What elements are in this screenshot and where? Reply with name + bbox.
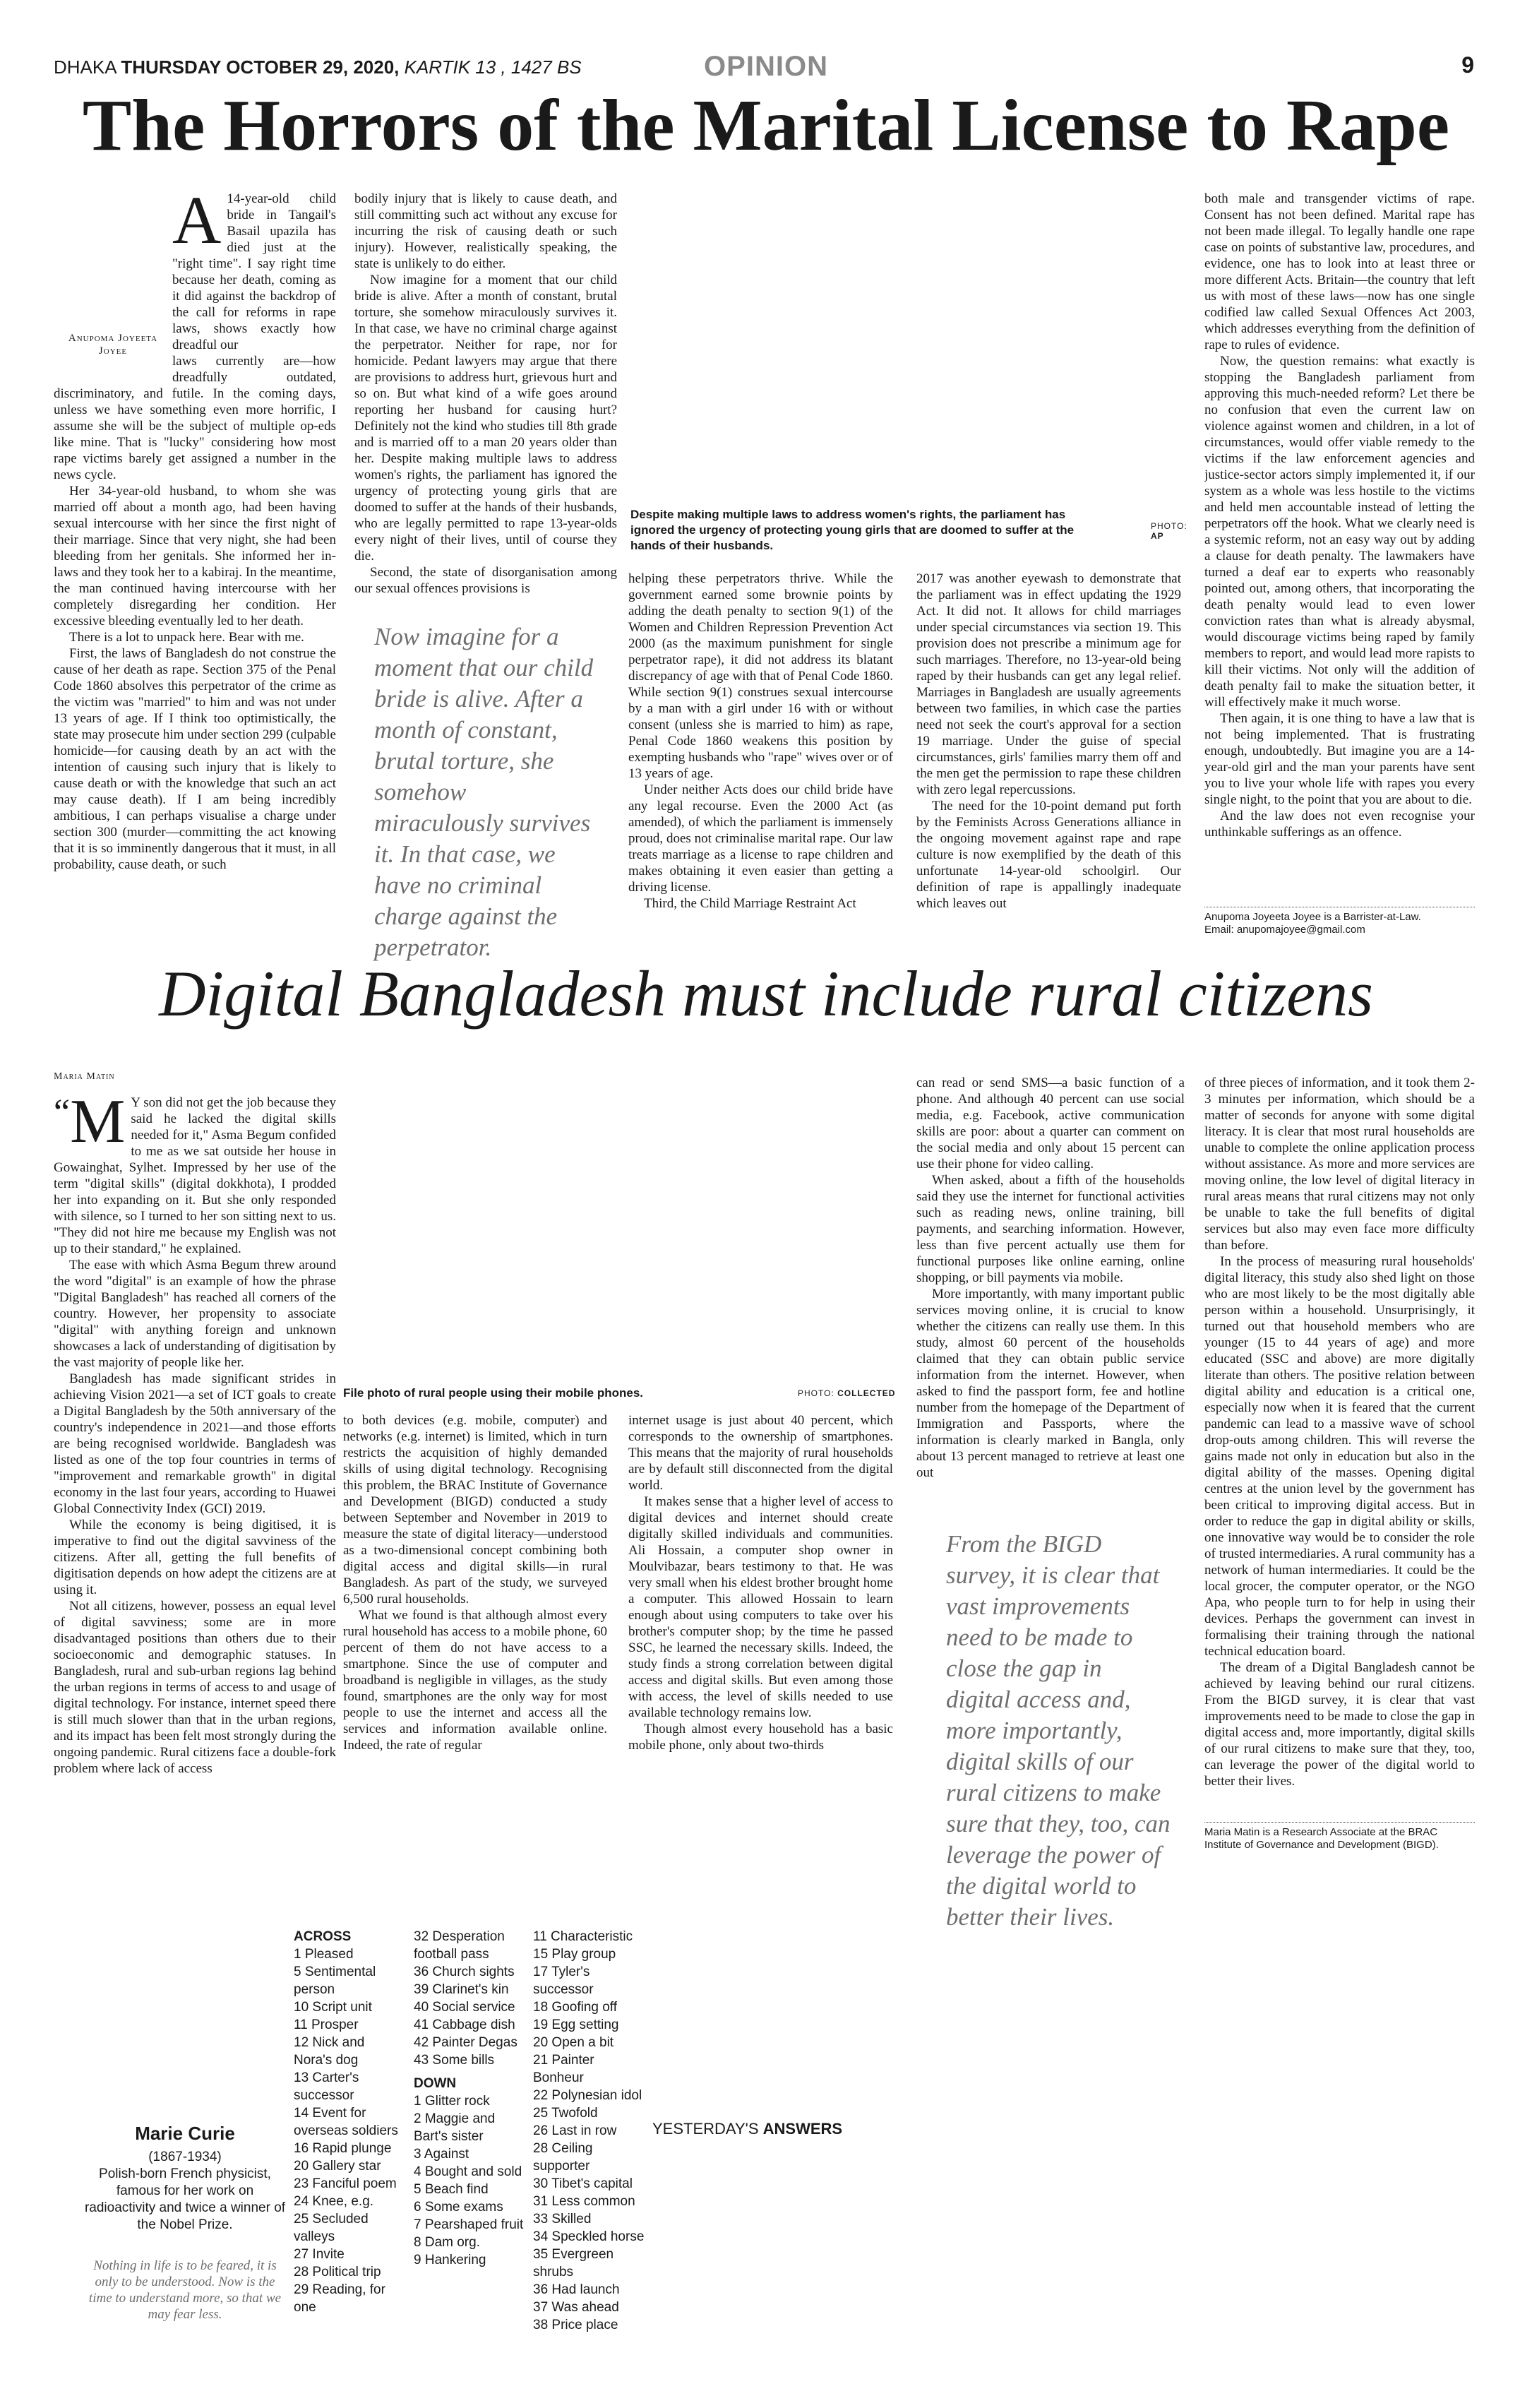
article2-col3 <box>628 1412 893 1857</box>
crossword-col1 <box>294 1928 405 2316</box>
article1-col3 <box>628 571 893 929</box>
crossword-clue: 41 Cabbage dish <box>414 2017 515 2032</box>
article2-paragraph: The dream of a Digital Bangladesh cannot be achieved by leaving behind our rural citizens. From the BIGD survey, it is clear that vast improvements need to be made to close the gap in digital access and, more importantly, digital skills of our rural citizens to make sure that they, too, can leverage the power of the digital world to better their lives. <box>1204 1660 1475 1789</box>
author-box <box>54 191 172 374</box>
article2-paragraph: In the process of measuring rural households' digital literacy, this study also shed light on those who are most likely to be the most digitally able person within a household. Unsurprisingly, it turned out that household members who are younger (15 to 44 years of age) and more educated (SSC and above) are more digitally literate than others. The positive relation between digital ability and education is a critical one, especially now when it is feared that the current pandemic can lead to a massive wave of school drop-outs among children. This will reverse the gains made not only in education but also in the digital ability of the masses. Opening digital centres at the union level by the government has been critical to improving digital access. But in order to reduce the gap in digital ability or skills, one innovative way would be to consider the role of trusted intermediaries. A rural community has a network of human intermediaries. It could be the local grocer, the computer operator, or the NGO Apa, who people turn to for help in using their devices. Perhaps the government can invest in formalising their training through the national technical education board. <box>1204 1254 1475 1659</box>
article2-pull-quote: From the BIGD survey, it is clear that vast improvements need to be made to close the gap in digital access and, more importantly, digital skills of our rural citizens to make sure that they, too, can leverage the power of the digital world to better their lives. <box>946 1530 1171 1931</box>
article1-paragraph: Third, the Child Marriage Restraint Act <box>644 896 856 911</box>
article2-col2 <box>343 1412 607 1857</box>
section-label: OPINION <box>704 51 828 82</box>
crossword-clue: 5 Beach find <box>414 2182 489 2197</box>
crossword-clue: 38 Price place <box>533 2318 618 2332</box>
crossword-clue: 30 Tibet's capital <box>533 2176 633 2191</box>
article1-paragraph: Then again, it is one thing to have a law that is not being implemented. That is frustrating enough, undoubtedly. But imagine you are a 14-year-old girl and the man your parents have sent you to live your whole life with rapes you every single night, to the point that you are about to die. <box>1204 711 1475 807</box>
article2-title: Digital Bangladesh must include rural citizens <box>159 958 1373 1030</box>
drop-cap: A <box>172 191 222 258</box>
article1-paragraph: Second, the state of disorganisation among our sexual offences provisions is <box>354 565 617 596</box>
article1-author: Anupoma Joyeeta Joyee <box>68 333 158 357</box>
crossword-clue: 21 Painter Bonheur <box>533 2053 594 2085</box>
crossword-clue: 42 Painter Degas <box>414 2035 517 2050</box>
crossword-clue: 22 Polynesian idol <box>533 2088 642 2103</box>
crossword-clue: 4 Bought and sold <box>414 2164 522 2179</box>
crossword-clue: 28 Ceiling supporter <box>533 2141 593 2174</box>
crossword-clue: 36 Church sights <box>414 1965 515 1979</box>
article2-paragraph: Though almost every household has a basic mobile phone, only about two-thirds <box>628 1722 893 1753</box>
crossword-col2 <box>414 1928 527 2269</box>
article2-lede: “ M Y son did not get the job because they said he lacked the digital skills needed for it," Asma Begum confided to me as we sat outside her house in Gowainghat, Sylhet. Impressed by her use of the term "digital skills" (digital dokkhota), I prodded her into expanding on it. But she only responded with silence, so I turned to her son sitting next to us. "They did not hire me because my English was not up to their standard," he explained. <box>54 1095 336 1256</box>
article1-col5 <box>1204 191 1475 902</box>
article2-paragraph: can read or send SMS—a basic function of a phone. And although 40 percent can use social media, e.g. Facebook, active communication skills are poor: about a quarter can comment on the social media and only about 15 percent can use their phone for video calling. <box>916 1075 1185 1172</box>
quote-years: (1867-1934) <box>148 2150 222 2164</box>
article2-paragraph: It makes sense that a higher level of access to digital devices and internet should create digitally skilled individuals and communities. Ali Hossain, a computer shop owner in Moulvibazar, bears testimony to that. He was very small when his eldest brother brought home a computer. This allowed Hossain to learn enough about using computers to take over his brother's computer shop; by the time he passed SSC, he learned the necessary skills. Indeed, the study finds a strong correlation between digital access and digital skills. But even among those with access, the level of skills needed to use available technology remains low. <box>628 1494 893 1720</box>
article1-paragraph: The need for the 10-point demand put forth by the Feminists Across Generations alliance in the ongoing movement against rape and rape culture is now exemplified by the death of this unfortunate 14-year-old schoolgirl. Our definition of rape is appallingly inadequate which leaves out <box>916 799 1181 911</box>
crossword-clue: 39 Clarinet's kin <box>414 1982 509 1997</box>
crossword-clue: 1 Pleased <box>294 1947 354 1962</box>
crossword-clue: 1 Glitter rock <box>414 2094 490 2109</box>
crossword-clue: 7 Pearshaped fruit <box>414 2217 524 2232</box>
crossword-clue: 13 Carter's successor <box>294 2070 359 2103</box>
article1-col2 <box>354 191 617 600</box>
crossword-clue: 27 Invite <box>294 2247 345 2262</box>
article1-paragraph: laws currently are—how dreadfully outdated, discriminatory, and futile. In the coming days, unless we have something even more horrific, I assume she will be the subject of multiple op-eds like mine. That is "lucky" considering how most rape victims barely get assigned a number in the news cycle. <box>54 354 336 482</box>
crossword-clue: 6 Some exams <box>414 2200 503 2215</box>
crossword-clue: 17 Tyler's successor <box>533 1965 594 1997</box>
dateline-city: DHAKA <box>54 56 116 78</box>
article1-paragraph: helping these perpetrators thrive. While the government earned some brownie points by adding the death penalty to section 9(1) of the Women and Children Repression Prevention Act 2000 (as the maximum punishment for single perpetrator rape), it did not address its blatant discrepancy of age with that of Penal Code 1860. While section 9(1) construes sexual intercourse by a man with a girl under 16 with or without consent (unless she is married to him) as rape, Penal Code 1860 weakens this position by exempting husbands who "rape" wives over or of 13 years of age. <box>628 571 893 781</box>
article1-paragraph: Under neither Acts does our child bride have any legal recourse. Even the 2000 Act (as amended), of which the parliament is immensely proud, does not criminalise marital rape. Our law treats marriage as a license to rape children and makes obtaining it even easier than getting a driving license. <box>628 782 893 895</box>
article1-paragraph: bodily injury that is likely to cause death, and still committing such act without any excuse for incurring the risk of causing death or such injury). However, realistically speaking, the state is unlikely to do either. <box>354 191 617 271</box>
crossword-clue: 25 Secluded valleys <box>294 2212 369 2244</box>
dateline-date: THURSDAY OCTOBER 29, 2020, <box>121 56 400 78</box>
across-heading: ACROSS <box>294 1929 352 1944</box>
article2-col4 <box>916 1075 1185 1506</box>
crossword-clue: 10 Script unit <box>294 2000 372 2015</box>
crossword-clue: 15 Play group <box>533 1947 616 1962</box>
article2-col5 <box>1204 1075 1475 1818</box>
crossword-clue: 36 Had launch <box>533 2282 620 2297</box>
crossword-clue: 25 Twofold <box>533 2106 598 2121</box>
article2-paragraph: While the economy is being digitised, it is imperative to find out the digital savviness of the citizens. After all, getting the full benefits of digitisation depends on how adept the citizens are at using it. <box>54 1518 336 1597</box>
crossword-clue: 5 Sentimental person <box>294 1965 376 1997</box>
article1-paragraph: Her 34-year-old husband, to whom she was married off about a month ago, had been having sexual intercourse with her since the first night of their marriage. Since that very night, she had been bleeding from her genitals. She informed her in-laws and they took her to a kabiraj. In the meantime, the man continued having intercourse with her completely disregarding her condition. Her excessive bleeding eventually led to her death. <box>54 484 336 628</box>
crossword-clue: 16 Rapid plunge <box>294 2141 392 2156</box>
crossword-grid[interactable] <box>650 1928 946 2224</box>
article1-lede: A 14-year-old child bride in Tangail's Basail upazila has died just at the "right time". I say right time because her death, coming as it did against the backdrop of the call for reforms in rape laws, shows exactly how dreadful our <box>172 191 336 352</box>
article1-paragraph: 2017 was another eyewash to demonstrate that the parliament was in effect updating the 1929 Act. It did not. It allows for child marriages under special circumstances via section 19. This provision does not prescribe a minimum age for such marriages. Therefore, no 13-year-old being raped by their husbands can get any legal relief. Marriages in Bangladesh are usually agreements between two families, in which case the parties need not seek the court's approval for a section 19 marriage. Under the guise of special circumstances, girls' families marry them off and the men get the permission to rape these children with zero legal repercussions. <box>916 571 1181 797</box>
article1-pull-quote: Now imagine for a moment that our child bride is alive. After a month of constant, brutal torture, she somehow miraculously survives it. In that case, we have no criminal charge against the perpetrator. <box>374 623 594 961</box>
crossword-clue: 12 Nick and Nora's dog <box>294 2035 365 2068</box>
article1-paragraph: First, the laws of Bangladesh do not construe the cause of her death as rape. Section 375 of the Penal Code 1860 absolves this perpetrator of the crime as the victim was "married" to him and was not under 13 years of age. If I think too optimistically, the state may prosecute him under section 299 (culpable homicide—for causing death by an act with the intention of causing such injury that is likely to cause death or with the knowledge that such an act may cause death). If I am being incredibly ambitious, I can perhaps visualise a charge under section 300 (murder—committing the act knowing that it is so imminently dangerous that it must, in all probability, cause death, or such <box>54 646 336 872</box>
article1-photo-credit: PHOTO: AP <box>1151 521 1187 541</box>
crossword-clue: 3 Against <box>414 2147 469 2162</box>
crossword-clue: 32 Desperation football pass <box>414 1929 505 1962</box>
crossword-clue: 28 Political trip <box>294 2265 381 2279</box>
answers-grid <box>932 1928 1468 2352</box>
article2-photo <box>340 1075 905 1378</box>
article1-bio: Anupoma Joyeeta Joyee is a Barrister-at-Law. Email: anupomajoyee@gmail.com <box>1204 911 1421 936</box>
article2-paragraph: internet usage is just about 40 percent, which corresponds to the ownership of smartphones. This means that the majority of rural households are by default still disconnected from the digital world. <box>628 1413 893 1493</box>
crossword-clue: 43 Some bills <box>414 2053 495 2068</box>
article1-col1 <box>54 191 336 929</box>
article2-paragraph: to both devices (e.g. mobile, computer) and networks (e.g. internet) is limited, which in turn restricts the acquisition of highly demanded skills of using digital technology. Recognising this problem, the BRAC Institute of Governance and Development (BIGD) conducted a study between September and November in 2019 to measure the state of digital literacy—understood as a two-dimensional concept combining both digital access and digital skills—in rural Bangladesh. As part of the study, we surveyed 6,500 rural households. <box>343 1413 607 1607</box>
crossword-clue: 11 Characteristic <box>533 1929 633 1944</box>
article1-title: The Horrors of the Marital License to Rape <box>82 85 1450 166</box>
article2-bio: Maria Matin is a Research Associate at the BRAC Institute of Governance and Development (BIGD). <box>1204 1826 1439 1851</box>
crossword-clue: 34 Speckled horse <box>533 2229 645 2244</box>
crossword-col3 <box>533 1928 646 2334</box>
crossword-clue: 14 Event for overseas soldiers <box>294 2106 398 2138</box>
dateline-bangla: KARTIK 13 , 1427 BS <box>404 56 582 78</box>
crossword-clue: 2 Maggie and Bart's sister <box>414 2111 496 2144</box>
crossword-clue: 31 Less common <box>533 2194 635 2209</box>
article1-photo-caption: Despite making multiple laws to address women's rights, the parliament has ignored the urgency of protecting young girls that are doomed to suffer at the hands of their husbands. <box>630 508 1075 552</box>
yesterdays-answers-label: YESTERDAY'S ANSWERS <box>652 2120 843 2138</box>
crossword-clue: 23 Fanciful poem <box>294 2176 397 2191</box>
quote-description: Polish-born French physicist, famous for her work on radioactivity and twice a winner of the Nobel Prize. <box>84 2166 286 2232</box>
crossword-clue: 20 Gallery star <box>294 2159 381 2174</box>
article1-col4 <box>916 571 1181 929</box>
article2-paragraph: of three pieces of information, and it took them 2-3 minutes per information, which should be a matter of seconds for anyone with some digital literacy. It is clear that most rural households are unable to complete the online application process without assistance. As more and more services are moving online, the low level of digital literacy in rural areas means that rural citizens may not only be unable to take the full benefits of digital services but also may even face more difficulty than before. <box>1204 1075 1475 1253</box>
quote-box <box>82 2122 288 2323</box>
quote-text: Nothing in life is to be feared, it is only to be understood. Now is the time to understand more, so that we may fear less. <box>88 2258 282 2322</box>
article2-paragraph: Not all citizens, however, possess an equal level of digital savviness; some are in more disadvantaged positions than others due to their socioeconomic and demographic statuses. In Bangladesh, rural and sub-urban regions lag behind the urban regions in terms of access to and usage of digital technology. For instance, internet speed there is still much slower than that in the urban regions, and its impact has been felt most strongly during the ongoing pandemic. Rural citizens face a double-fork problem where lack of access <box>54 1599 336 1776</box>
crossword-clue: 26 Last in row <box>533 2123 617 2138</box>
crossword-clue: 19 Egg setting <box>533 2017 619 2032</box>
crossword-clue: 24 Knee, e.g. <box>294 2194 374 2209</box>
crossword-clue: 18 Goofing off <box>533 2000 618 2015</box>
crossword-clue: 40 Social service <box>414 2000 515 2015</box>
quote-name: Marie Curie <box>135 2123 235 2144</box>
article2-paragraph: When asked, about a fifth of the households said they use the internet for functional activities such as reading news, online training, bill payments, and searching information. However, less than five percent actually use them for functional purposes like online earning, online shopping, or bill payments via mobile. <box>916 1173 1185 1285</box>
article2-paragraph: The ease with which Asma Begum threw around the word "digital" is an example of how the phrase "Digital Bangladesh" has reached all corners of the country. However, her propensity to associate "digital" with anything foreign and unknown showcases a lack of understanding of digitisation by the vast majority of people like her. <box>54 1258 336 1370</box>
crossword-clue: 11 Prosper <box>294 2017 359 2032</box>
down-heading: DOWN <box>414 2076 457 2091</box>
article1-paragraph: There is a lot to unpack here. Bear with me. <box>69 630 304 645</box>
drop-cap: M <box>70 1095 126 1156</box>
article1-paragraph: both male and transgender victims of rape. Consent has not been defined. Marital rape has not been made illegal. To legally handle one rape case on points of substantive law, procedures, and evidence, one has to look into at least three or more different Acts. Britain—the country that left us with most of these laws—now has one single codified law called Sexual Offences Act 2003, which addresses everything from the definition of rape to rules of evidence. <box>1204 191 1475 352</box>
crossword-clue: 8 Dam org. <box>414 2235 480 2250</box>
quote-mark: “ <box>54 1095 71 1133</box>
article1-paragraph: And the law does not even recognise your unthinkable sufferings as an offence. <box>1204 809 1475 840</box>
article2-paragraph: Bangladesh has made significant strides in achieving Vision 2021—a set of ICT goals to create a Digital Bangladesh by the 50th anniversary of the country's independence in 2021—and those efforts are being recognised worldwide. Bangladesh was listed as one of the top four countries in terms of "improvement and remarkable growth" in digital economy in the last four years, according to Huawei Global Connectivity Index (GCI) 2019. <box>54 1371 336 1516</box>
article1-photo <box>628 191 1193 501</box>
divider <box>1204 1822 1475 1823</box>
article2-col1 <box>54 1095 336 1857</box>
article2-photo-credit: PHOTO: COLLECTED <box>798 1388 896 1398</box>
article2-paragraph: More importantly, with many important public services moving online, it is crucial to know whether the citizens can really use them. In this study, almost 60 percent of the households claimed that they can obtain public service information from the internet. However, when asked to find the passport form, fee and hotline number from the homepage of the Department of Immigration and Passports, where the information is clearly marked in Bangla, only about 13 percent managed to retrieve at least one out <box>916 1287 1185 1480</box>
crossword-clue: 29 Reading, for one <box>294 2282 385 2315</box>
crossword-clue: 9 Hankering <box>414 2253 486 2267</box>
article1-paragraph: Now imagine for a moment that our child bride is alive. After a month of constant, brutal torture, she somehow miraculously survives it. In that case, we have no criminal charge against the perpetrator. Neither for rape, nor for homicide. Pedant lawyers may argue that there are provisions to address hurt, grievous hurt and so on. But what kind of a wife goes around reporting her husband for causing hurt? Definitely not the kind who studies till 8th grade and is married off to a man 20 years older than her. Despite making multiple laws to address women's rights, the parliament has ignored the urgency of protecting young girls that are doomed to suffer at the hands of their husbands, who are legally permitted to rape 13-year-olds every night of their lives, until of course they die. <box>354 273 617 564</box>
crossword-clue: 20 Open a bit <box>533 2035 614 2050</box>
crossword-clue: 35 Evergreen shrubs <box>533 2247 614 2279</box>
article1-paragraph: Now, the question remains: what exactly is stopping the Bangladesh parliament from approving this much-needed reform? Let there be no confusion that even the current law on violence against women and children, in a lot of circumstances, would offer viable remedy to the victims if the law enforcement agencies and justice-sector actors simply implemented it, if our system as a whole was less hostile to the victims and held men accountable instead of letting the perpetrators off the hook. What we clearly need is a systemic reform, not an easy way out by adding a clause for death penalty. The lawmakers have turned a deaf ear to experts who reasonably pointed out, among others, that incorporating the death penalty would lead to even lower conviction rates than what is already abysmal, would discourage victims being raped by family members to report, and would lead more rapists to kill their victims. Not only will the addition of death penalty fail to make the situation better, it will effectively make it much worse. <box>1204 354 1475 710</box>
article2-author: Maria Matin <box>54 1071 115 1082</box>
article2-photo-caption: File photo of rural people using their mobile phones. <box>343 1386 644 1400</box>
page-number: 9 <box>1461 52 1474 78</box>
crossword-clue: 33 Skilled <box>533 2212 592 2227</box>
article2-paragraph: What we found is that although almost every rural household has access to a mobile phone, 60 percent of them do not have access to a smartphone. Since the use of computer and broadband is negligible in villages, as the study found, smartphones are the only way for most people to use the internet and access all the services and information available online. Indeed, the rate of regular <box>343 1608 607 1753</box>
crossword-clue: 37 Was ahead <box>533 2300 619 2315</box>
